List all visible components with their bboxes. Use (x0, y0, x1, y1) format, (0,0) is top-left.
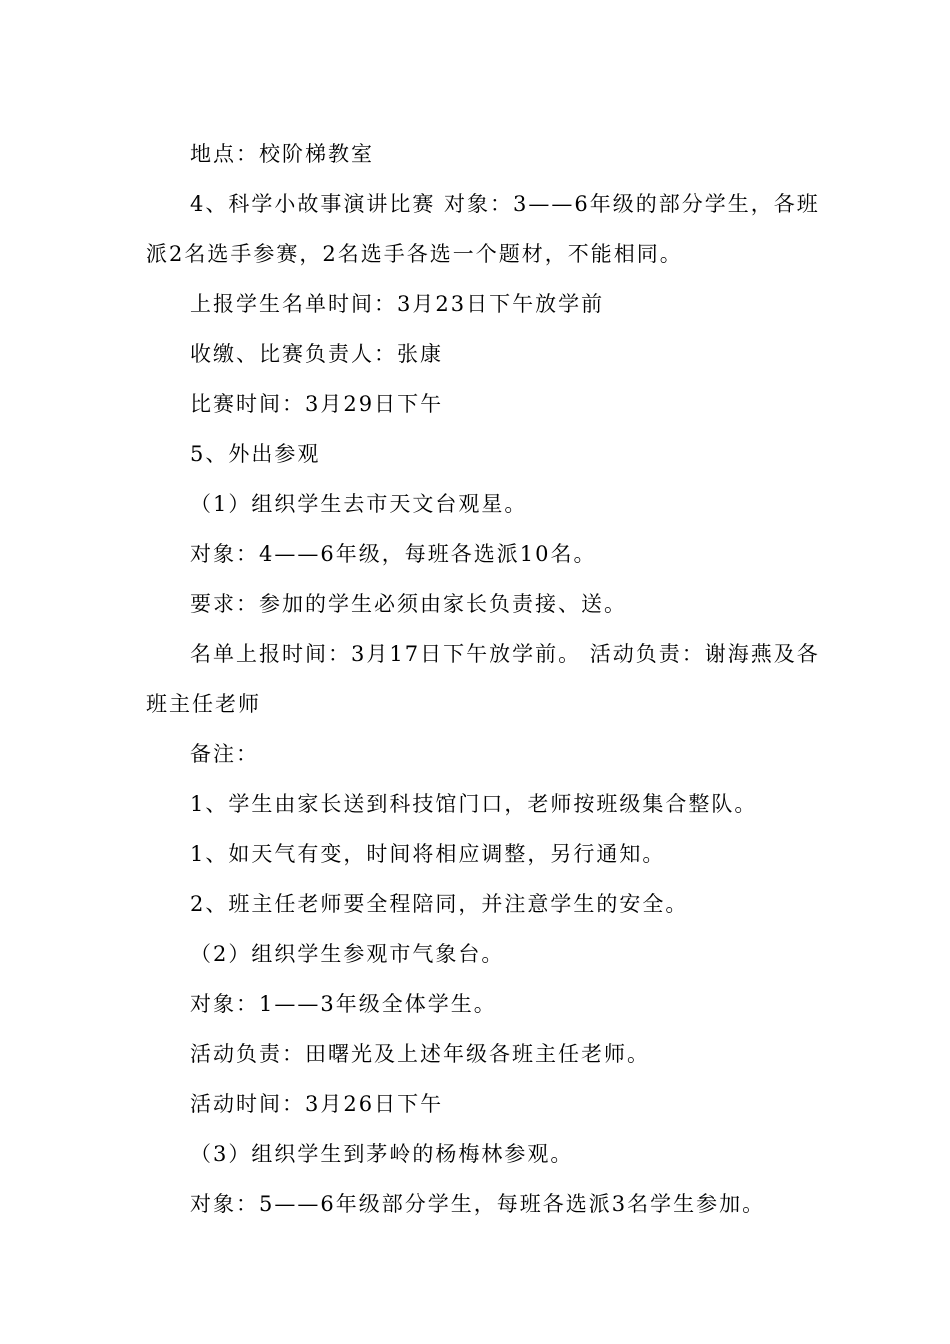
text-line: （3）组织学生到茅岭的杨梅林参观。 (190, 1142, 574, 1166)
text-line: （1）组织学生去市天文台观星。 (190, 492, 528, 516)
text-line: 地点：校阶梯教室 (190, 142, 374, 166)
text-line: 班主任老师 (146, 692, 261, 716)
text-line: 对象：1——3年级全体学生。 (190, 992, 497, 1016)
text-line: 2、班主任老师要全程陪同，并注意学生的安全。 (190, 892, 689, 916)
text-line: 收缴、比赛负责人：张康 (190, 342, 443, 366)
text-line: 1、学生由家长送到科技馆门口，老师按班级集合整队。 (190, 792, 758, 816)
text-line: 要求：参加的学生必须由家长负责接、送。 (190, 592, 627, 616)
text-line: 比赛时间：3月29日下午 (190, 392, 444, 416)
text-line: 对象：5——6年级部分学生，每班各选派3名学生参加。 (190, 1192, 766, 1216)
text-line: 5、外出参观 (190, 442, 321, 466)
text-line: 派2名选手参赛，2名选手各选一个题材，不能相同。 (146, 242, 683, 266)
text-line: 4、科学小故事演讲比赛 对象：3——6年级的部分学生，各班 (190, 192, 820, 216)
text-line: 名单上报时间：3月17日下午放学前。 活动负责：谢海燕及各 (190, 642, 820, 666)
text-line: （2）组织学生参观市气象台。 (190, 942, 505, 966)
text-line: 上报学生名单时间：3月23日下午放学前 (190, 292, 605, 316)
text-line: 对象：4——6年级，每班各选派10名。 (190, 542, 597, 566)
text-line: 活动负责：田曙光及上述年级各班主任老师。 (190, 1042, 650, 1066)
text-line: 1、如天气有变，时间将相应调整，另行通知。 (190, 842, 666, 866)
text-line: 备注： (190, 742, 259, 766)
text-line: 活动时间：3月26日下午 (190, 1092, 444, 1116)
